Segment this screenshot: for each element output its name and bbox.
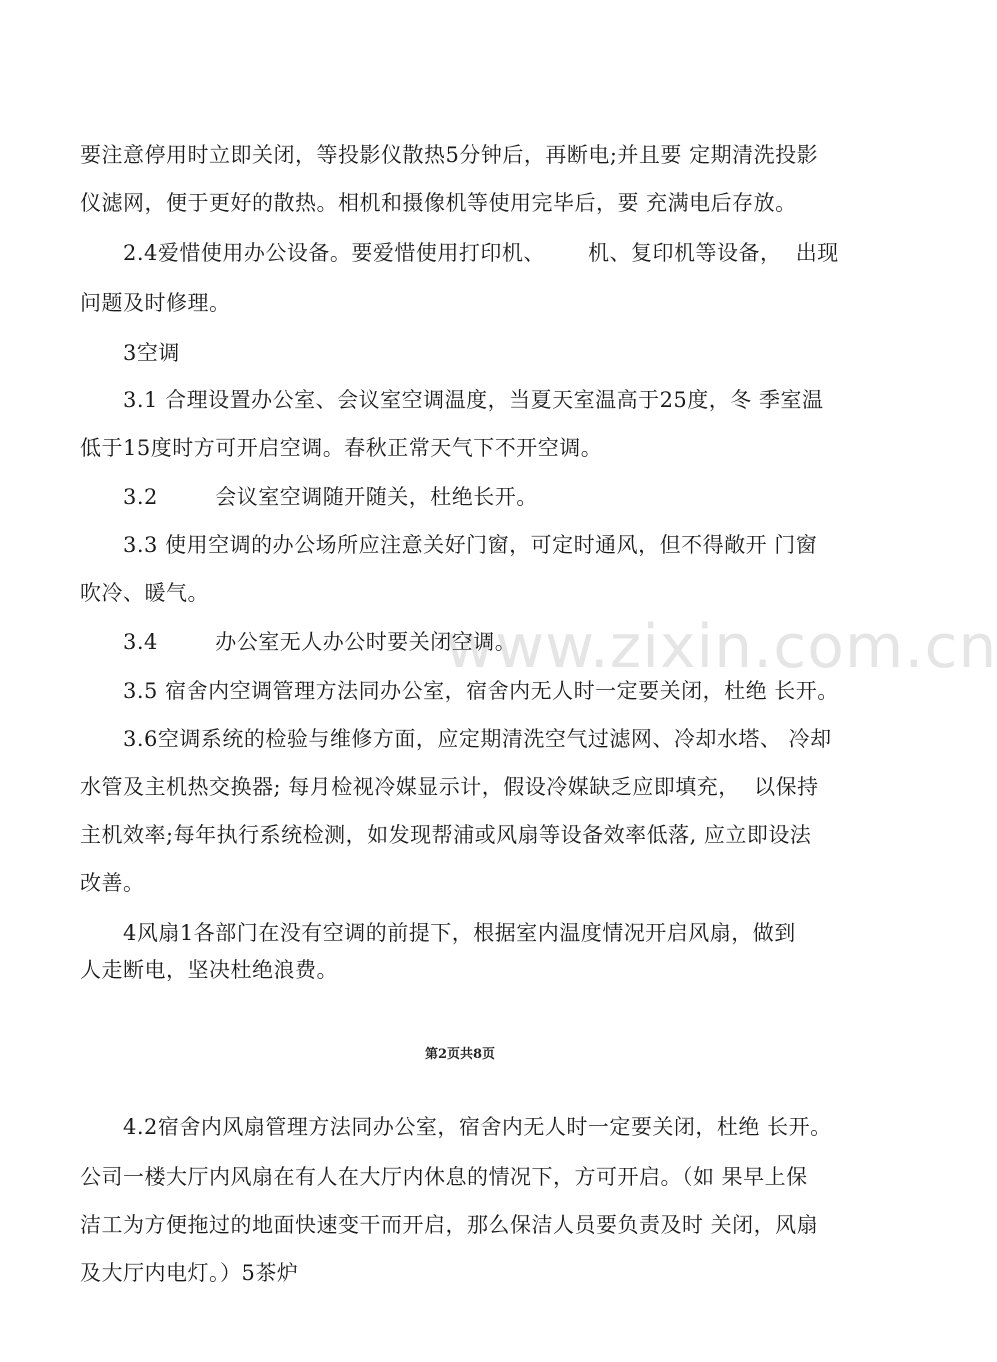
text-line: 3.5 宿舍内空调管理方法同办公室，宿舍内无人时一定要关闭，杜绝 长开。 bbox=[123, 679, 839, 703]
text-line: 仪滤网，便于更好的散热。相机和摄像机等使用完毕后，要 充满电后存放。 bbox=[80, 191, 797, 215]
text-line: 吹冷、暖气。 bbox=[80, 581, 209, 605]
text-line: 及大厅内电灯。）5茶炉 bbox=[80, 1261, 299, 1285]
text-line: 洁工为方便拖过的地面快速变干而开启，那么保洁人员要负责及时 关闭，风扇 bbox=[80, 1213, 819, 1237]
text-line: 4风扇1各部门在没有空调的前提下，根据室内温度情况开启风扇，做到 bbox=[123, 921, 796, 945]
text-line: 3.4 办公室无人办公时要关闭空调。 bbox=[123, 630, 517, 654]
text-line: 要注意停用时立即关闭，等投影仪散热5分钟后，再断电;并且要 定期清洗投影 bbox=[80, 143, 819, 167]
text-line: 3.2 会议室空调随开随关，杜绝长开。 bbox=[123, 485, 538, 509]
text-line: 人走断电，坚决杜绝浪费。 bbox=[80, 958, 338, 982]
text-line: 公司一楼大厅内风扇在有人在大厅内休息的情况下，方可开启。（如 果早上保 bbox=[80, 1165, 808, 1189]
section-heading: 3空调 bbox=[123, 341, 180, 365]
text-line: 改善。 bbox=[80, 871, 145, 895]
text-line: 问题及时修理。 bbox=[80, 291, 231, 315]
watermark: www.zixin.com.cn bbox=[445, 612, 997, 682]
text-line: 3.6空调系统的检验与维修方面，应定期清洗空气过滤网、冷却水塔、 冷却 bbox=[123, 727, 832, 751]
text-line: 低于15度时方可开启空调。春秋正常天气下不开空调。 bbox=[80, 436, 603, 460]
text-line: 水管及主机热交换器; 每月检视冷媒显示计，假设冷媒缺乏应即填充， 以保持 bbox=[80, 775, 819, 799]
text-line: 4.2宿舍内风扇管理方法同办公室，宿舍内无人时一定要关闭，杜绝 长开。 bbox=[123, 1115, 832, 1139]
page-footer: 第2页共8页 bbox=[424, 1047, 496, 1062]
text-line: 3.3 使用空调的办公场所应注意关好门窗，可定时通风，但不得敞开 门窗 bbox=[123, 533, 818, 557]
text-line: 3.1 合理设置办公室、会议室空调温度，当夏天室温高于25度，冬 季室温 bbox=[123, 388, 824, 412]
text-line: 2.4爱惜使用办公设备。要爱惜使用打印机、 机、复印机等设备， 出现 bbox=[123, 241, 839, 265]
text-line: 主机效率;每年执行系统检测，如发现帮浦或风扇等设备效率低落, 应立即设法 bbox=[80, 823, 812, 847]
